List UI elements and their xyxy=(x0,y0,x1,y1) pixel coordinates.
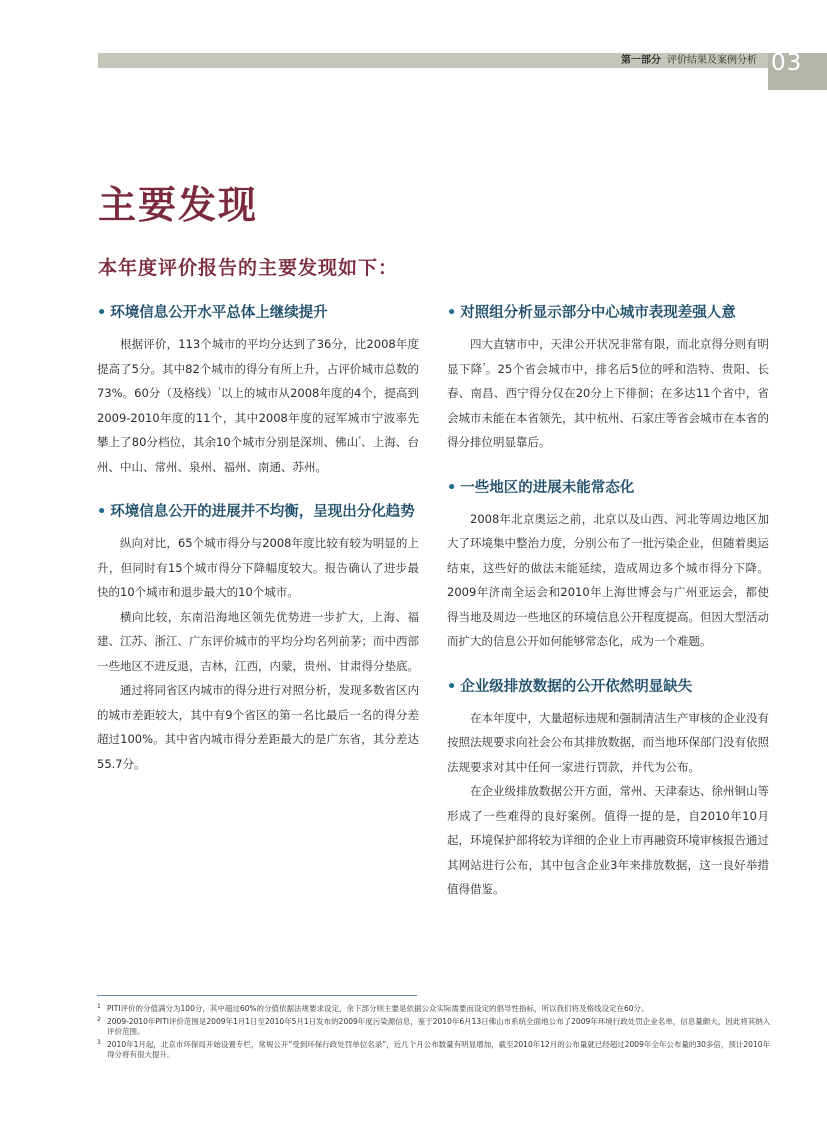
finding-heading-text: 环境信息公开的进展并不均衡，呈现出分化趋势 xyxy=(110,504,415,520)
bullet-icon: • xyxy=(97,305,107,321)
header-part: 第一部分 xyxy=(621,55,661,66)
finding-paragraph: 纵向对比，65个城市得分与2008年度比较有较为明显的上升，但同时有15个城市得分下降幅度较大。报告确认了进步最快的10个城市和退步最大的10个城市。 xyxy=(97,536,419,599)
footnote-number: 2 xyxy=(97,1015,101,1023)
right-column xyxy=(447,300,769,922)
finding-section xyxy=(447,475,769,654)
finding-heading xyxy=(447,300,769,326)
bullet-icon: • xyxy=(97,504,107,520)
footnote-number: 3 xyxy=(97,1038,101,1046)
finding-paragraph: 2008年北京奥运之前，北京以及山西、河北等周边地区加大了环境集中整治力度，分别公布了一批污染企业，但随着奥运结束，这些好的做法未能延续，造成周边多个城市得分下降。2009年济南全运会和2010年上海世博会与广州亚运会，都使得当地及周边一些地区的环境信息公开程度提高。但因大型活动而扩大的信息公开如何能够常态化，成为一个难题。 xyxy=(447,511,769,648)
footnote xyxy=(97,1040,773,1061)
finding-section xyxy=(97,300,419,479)
finding-section xyxy=(447,300,769,455)
finding-section xyxy=(447,674,769,902)
finding-heading-text: 一些地区的进展未能常态化 xyxy=(460,479,635,496)
finding-heading xyxy=(97,300,419,326)
bullet-icon: • xyxy=(447,305,457,321)
finding-paragraph: 根据评价，113个城市的平均分达到了36分，比2008年度提高了5分。其中82个城市的得分有所上升，占评价城市总数的73%。60分（及格线）$^{^1}$以上的城市从2008年度的4个，提高到2009-2010年度的11个，其中2008年度的冠军城市宁波率先攀上了80分档位，其余10个城市分别是深圳、佛山$^{^2}$、上海、台州、中山、常州、泉州、福州、南通、苏州。 xyxy=(97,337,420,474)
footnote-number: 1 xyxy=(97,1003,101,1010)
running-header xyxy=(621,53,757,68)
footnote-divider xyxy=(97,995,417,996)
finding-heading-text: 企业级排放数据的公开依然明显缺失 xyxy=(460,678,693,695)
finding-paragraph: 在本年度中，大量超标违规和强制清洁生产审核的企业没有按照法规要求向社会公布其排放数据，而当地环保部门没有依照法规要求对其中任何一家进行罚款，并代为公布。 xyxy=(447,710,769,774)
footnote-text: 2009-2010年PITI评价范围是2009年1月1日至2010年5月1日发布的2009年度污染源信息，鉴于2010年6月13日佛山市系统全面地公布了2009年环境行政处罚企业名单，信息量颇大，因此将其纳入评价范围。 xyxy=(107,1016,771,1036)
page-subtitle: 本年度评价报告的主要发现如下： xyxy=(98,257,399,279)
header-section: 评价结果及案例分析 xyxy=(667,55,757,66)
footnote-text: 2010年1月起，北京市环保局开始设置专栏，常规公开“受到环保行政处罚单位名录”，近几个月公布数量有明显增加，截至2010年12月的公布量就已经超过2009年全年公布量的30多倍，预计2010年得分将有很大提升。 xyxy=(107,1039,770,1059)
page-title: 主要发现 xyxy=(98,183,259,227)
finding-section xyxy=(97,499,419,776)
finding-paragraph: 横向比较，东南沿海地区领先优势进一步扩大，上海、福建、江苏、浙江、广东评价城市的平均分均名列前茅；而中西部一些地区不进反退，吉林，江西，内蒙，贵州、甘肃得分垫底。 xyxy=(97,609,419,673)
bullet-icon: • xyxy=(447,479,457,496)
finding-heading xyxy=(447,475,769,501)
footnote-text: PITI评价的分值满分为100分，其中超过60%的分值依据法规要求设定，余下部分则主要是依据公众实际需要而设定的倡导性指标，所以我们将及格线设定在60分。 xyxy=(107,1004,649,1013)
left-column xyxy=(97,300,419,796)
footnote xyxy=(97,1017,773,1038)
finding-paragraph: 四大直辖市中，天津公开状况非常有限，而北京得分则有明显下降$^{^3}$。25个省会城市中，排名后5位的呼和浩特、贵阳、长春、南昌、西宁得分仅在20分上下徘徊；在多达11个省中，省会城市未能在本省领先，其中杭州、石家庄等省会城市在本省的得分排位明显靠后。 xyxy=(447,337,770,449)
finding-heading xyxy=(97,499,419,525)
finding-heading xyxy=(447,674,769,700)
footnotes xyxy=(97,1004,773,1063)
finding-paragraph: 在企业级排放数据公开方面，常州、天津泰达、徐州铜山等形成了一些难得的良好案例。值得一提的是，自2010年10月起，环境保护部将较为详细的企业上市再融资环境审核报告通过其网站进行公布，其中包含企业3年来排放数据，这一良好举措值得借鉴。 xyxy=(447,784,769,896)
finding-paragraph: 通过将同省区内城市的得分进行对照分析，发现多数省区内的城市差距较大，其中有9个省区的第一名比最后一名的得分差超过100%。其中省内城市得分差距最大的是广东省，其分差达55.7分。 xyxy=(97,683,419,771)
footnote xyxy=(97,1004,773,1015)
finding-heading-text: 环境信息公开水平总体上继续提升 xyxy=(110,305,328,321)
page-number: 03 xyxy=(768,53,827,90)
bullet-icon: • xyxy=(447,678,457,695)
finding-heading-text: 对照组分析显示部分中心城市表现差强人意 xyxy=(460,305,736,321)
